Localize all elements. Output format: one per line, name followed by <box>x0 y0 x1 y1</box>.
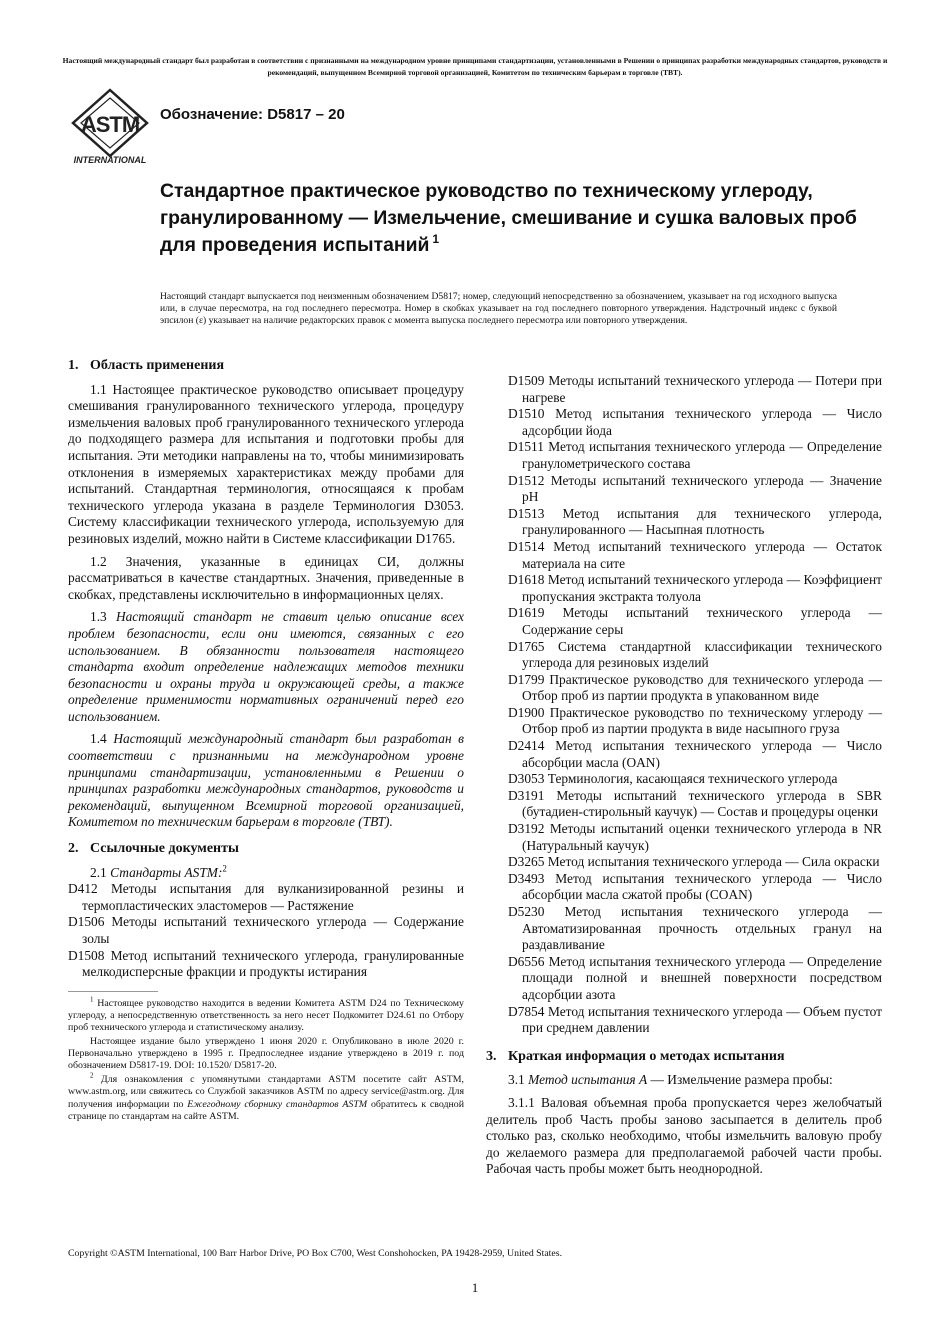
footnote-2-marker: 2 <box>90 1072 94 1081</box>
reference-item[interactable]: D1506 Методы испытаний технического углерода — Содержание золы <box>68 914 464 946</box>
right-column <box>486 373 882 1184</box>
astm-logo-icon <box>67 88 153 166</box>
reference-item[interactable]: D7854 Метод испытания технического углерода — Объем пустот при среднем давлении <box>508 1003 882 1036</box>
footnote-2-ref[interactable]: 2 <box>222 863 227 874</box>
paragraph-2-1-number: 2.1 <box>90 864 107 880</box>
reference-item[interactable]: D3191 Методы испытаний технического углерода в SBR (бутадиен-стирольный каучук) — Состав и процедуры оценки <box>508 787 882 820</box>
section-1-title: Область применения <box>90 358 225 373</box>
reference-item[interactable]: D1508 Метод испытаний технического углерода, гранулированные мелкодисперсные фракции и продукты истирания <box>68 947 464 980</box>
paragraph-3-1-number: 3.1 <box>508 1072 525 1088</box>
logo-text-top: ASTM <box>80 112 140 137</box>
reference-item[interactable]: D1513 Метод испытания для технического углерода, гранулированного — Насыпная плотность <box>508 505 882 538</box>
reference-item[interactable]: D3265 Метод испытания технического углерода — Сила окраски <box>508 854 880 870</box>
reference-item[interactable]: D6556 Метод испытания технического углерода — Определение площади полной и внешней поверхности посредством адсорбции азота <box>508 953 882 1002</box>
reference-item[interactable]: D3192 Методы испытаний оценки технического углерода в NR (Натуральный каучук) <box>508 821 882 853</box>
reference-item[interactable]: D1618 Метод испытаний технического углерода — Коэффициент пропускания экстракта толуола <box>508 572 882 604</box>
reference-item[interactable]: D1511 Метод испытания технического углерода — Определение гранулометрического состава <box>508 439 882 471</box>
paragraph-1-1: 1.1 Настоящее практическое руководство описывает процедуру смешивания гранулированного технического углерода, процедуру измельчения валовых проб гранулированного технического углерода до подходящего размера для испытания и подготовки пробы для испытания. Эти методики направлены на то, чтобы минимизировать отклонения в измеряемых характеристиках между пробами для испытаний. Стандартная терминология, относящаяся к пробам технического углерода указана в разделе Терминология D3053. Систему классификации технического углерода, используемую для резиновых изделий, можно найти в Системе классификации D1765. <box>68 381 464 546</box>
footnote-2 <box>68 1074 464 1122</box>
logo-text-bottom: INTERNATIONAL <box>73 155 147 165</box>
reference-item[interactable]: D5230 Метод испытания технического углерода — Автоматизированная прочность отдельных гранул на раздавливание <box>508 904 882 953</box>
reference-item[interactable]: D412 Методы испытания для вулканизированной резины и термопластических эластомеров — Растяжение <box>68 881 464 913</box>
paragraph-1-3-text: Настоящий стандарт не ставит целью описание всех проблем безопасности, если они имеются, связанных с его использованием. В обязанности пользователя настоящего стандарта входит определение надлежащих методов техники безопасности и охраны труда и окружающей среды, а также определение применимости нормативных ограничений перед его использованием. <box>68 609 464 724</box>
reference-item[interactable]: D1512 Методы испытаний технического углерода — Значение pH <box>508 472 882 505</box>
paragraph-3-1-1: 3.1.1 Валовая объемная проба пропускается через желобчатый делитель проб Часть пробы заново засыпается в делитель проб столько раз, сколько необходимо, чтобы измельчить валовую пробу до желаемого размера для предполагаемой рабочей части пробы. Рабочая часть пробы может быть неоднородной. <box>486 1094 882 1177</box>
section-2-number: 2. <box>68 841 79 857</box>
footnote-1-marker: 1 <box>90 995 94 1004</box>
copyright-line: Copyright ©ASTM International, 100 Barr Harbor Drive, PO Box C700, West Conshohocken, PA 19428-2959, United States. <box>68 1248 563 1259</box>
top-notice: Настоящий международный стандарт был разработан в соответствии с признанными на международном уровне принципами стандартизации, установленными в Решении о принципах разработки международных стандартов, руководств и рекомендаций, выпущенном Всемирной торговой организацией, Комитетом по техническим барьерам в торговле (ТВТ). <box>62 56 888 77</box>
page-number: 1 <box>471 1280 479 1295</box>
reference-item[interactable]: D1509 Методы испытаний технического углерода — Потери при нагреве <box>508 373 882 405</box>
reference-item[interactable]: D3053 Терминология, касающаяся технического углерода <box>508 771 838 787</box>
paragraph-1-3-number: 1.3 <box>90 609 107 625</box>
paragraph-1-4-text: Настоящий международный стандарт был разработан в соответствии с признанными на международном уровне принципами стандартизации, установленными в Решении о принципах разработки международных стандартов, руководств и рекомендаций, выпущенном Всемирной торговой организацией, Комитетом по техническим барьерам в торговле (ТВТ). <box>68 731 464 830</box>
title-footnote-ref[interactable]: 1 <box>432 232 440 246</box>
reference-item[interactable]: D1514 Метод испытаний технического углерода — Остаток материала на сите <box>508 538 882 571</box>
footnote-divider <box>68 991 158 992</box>
paragraph-1-2: 1.2 Значения, указанные в единицах СИ, должны рассматриваться в качестве стандартных. Значения, приведенные в скобках, представлены исключительно в информационных целях. <box>68 553 464 602</box>
reference-item[interactable]: D1900 Практическое руководство по техническому углероду — Отбор проб из партии продукта в виде насыпного груза <box>508 704 882 737</box>
footnote-1 <box>68 995 464 1034</box>
section-3-heading <box>486 1049 882 1066</box>
footnote-2-emphasis: Ежегодному сборнику стандартов ASTM <box>187 1098 368 1110</box>
reference-list-left <box>68 881 464 981</box>
issuance-statement: Настоящий стандарт выпускается под неизменным обозначением D5817; номер, следующий непосредственно за обозначением, указывает на год исходного выпуска или, в случае пересмотра, на год последнего пересмотра. Номер в скобках указывает на год последнего повторного утверждения. Надстрочный индекс с буквой эпсилон (ε) указывает на наличие редакторских правок с момента выпуска последнего пересмотра или повторного утверждения. <box>160 291 837 326</box>
reference-item[interactable]: D1799 Практическое руководство для технического углерода — Отбор проб из партии продукта в упакованном виде <box>508 671 882 704</box>
footnote-1-edition: Настоящее издание было утверждено 1 июня 2020 г. Опубликовано в июле 2020 г. Первоначально утверждено в 1995 г. Предпоследнее издание утверждено в 2019 г. под обозначением D5817-19. DOI: 10.1520/ D5817-20. <box>68 1036 464 1072</box>
paragraph-2-1-label: Стандарты ASTM: <box>110 864 223 880</box>
paragraph-1-4 <box>68 731 464 831</box>
section-2-title: Ссылочные документы <box>90 841 239 857</box>
section-3-number: 3. <box>486 1048 497 1064</box>
reference-item[interactable]: D1619 Методы испытаний технического углерода — Содержание серы <box>508 605 882 637</box>
paragraph-3-1 <box>508 1072 882 1089</box>
document-title <box>160 178 860 259</box>
footnote-2-text-end: обратитесь к сводной странице по стандартам на сайте ASTM. <box>68 1098 465 1122</box>
reference-item[interactable]: D1510 Метод испытания технического углерода — Число адсорбции йода <box>508 406 882 438</box>
astm-logo <box>67 88 153 166</box>
left-column <box>68 358 464 1125</box>
title-text: Стандартное практическое руководство по техническому углероду, гранулированному — Измельчение, смешивание и сушка валовых проб для проведения испытаний <box>160 180 857 256</box>
section-1-heading <box>68 358 464 375</box>
reference-item[interactable]: D1765 Система стандартной классификации технического углерода для резиновых изделий <box>508 638 882 671</box>
paragraph-3-1-label: Метод испытания А <box>528 1072 648 1088</box>
section-2-heading <box>68 841 464 858</box>
reference-list-right <box>508 373 882 1037</box>
paragraph-1-3 <box>68 609 464 725</box>
section-3-title: Краткая информация о методах испытания <box>508 1048 785 1064</box>
designation: Обозначение: D5817 – 20 <box>160 106 345 123</box>
paragraph-1-4-number: 1.4 <box>90 731 107 747</box>
reference-item[interactable]: D2414 Метод испытания технического углерода — Число абсорбции масла (OAN) <box>508 738 882 770</box>
reference-item[interactable]: D3493 Метод испытания технического углерода — Число абсорбции масла сжатой пробы (COAN) <box>508 870 882 903</box>
paragraph-2-1 <box>90 865 464 882</box>
section-1-number: 1. <box>68 358 79 373</box>
paragraph-3-1-text: — Измельчение размера пробы: <box>650 1072 833 1088</box>
footnote-1-text: Настоящее руководство находится в ведении Комитета ASTM D24 по Техническому углероду, а непосредственную ответственность за него несет Подкомитет D24.61 по Отбору проб технического углерода и статистическому анализу. <box>68 997 464 1033</box>
footnote-2-text: Для ознакомления с упомянутыми стандартами ASTM посетите сайт ASTM, www.astm.org, или свяжитесь со Службой заказчиков ASTM по адресу service@astm.org. Для получения информации по <box>68 1074 465 1110</box>
